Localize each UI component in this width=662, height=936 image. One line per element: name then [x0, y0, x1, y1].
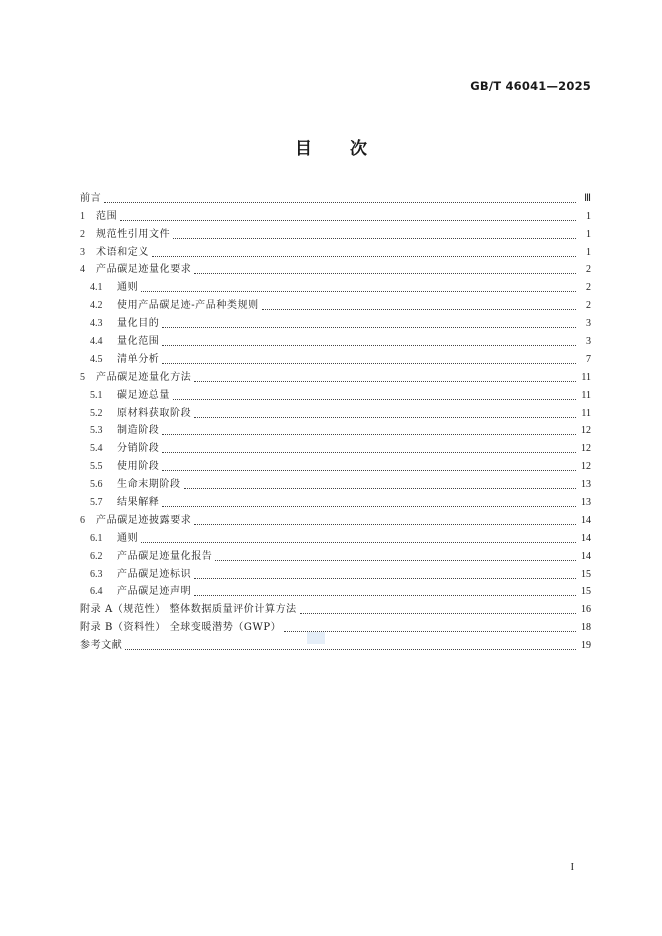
- toc-entry-page: 11: [581, 371, 591, 383]
- toc-entry-page: 3: [586, 336, 591, 348]
- toc-entry[interactable]: [80, 259, 591, 277]
- toc-entry-label: 产品碳足迹披露要求: [96, 514, 192, 526]
- toc-entry-label: 制造阶段: [117, 425, 160, 437]
- toc-entry-label: 附录 A（规范性） 整体数据质量评价计算方法: [80, 604, 297, 616]
- toc-entry-number: 5.7: [90, 497, 103, 509]
- toc-entry-label: 前言: [80, 192, 102, 204]
- toc-entry-page: 11: [581, 407, 591, 419]
- toc-entry-number: 5.3: [90, 425, 103, 437]
- toc-entry-label: 术语和定义: [96, 246, 149, 258]
- toc-leader-dots: [300, 612, 576, 614]
- toc-entry-page: 15: [581, 568, 591, 580]
- toc-entry-label: 量化范围: [117, 336, 160, 348]
- toc-entry-page: 15: [581, 586, 591, 598]
- toc-entry-number: 6: [80, 514, 85, 526]
- toc-entry-label: 产品碳足迹量化报告: [117, 550, 213, 562]
- toc-entry-label: 使用产品碳足迹-产品种类规则: [117, 300, 259, 312]
- toc-leader-dots: [125, 648, 576, 650]
- toc-entry[interactable]: [80, 634, 591, 652]
- toc-leader-dots: [162, 469, 576, 471]
- toc-entry[interactable]: [80, 366, 591, 384]
- toc-entry-number: 6.3: [90, 568, 103, 580]
- toc-entry-number: 6.1: [90, 532, 103, 544]
- toc-entry-label: 通则: [117, 282, 139, 294]
- toc-entry-number: 5.6: [90, 479, 103, 491]
- toc-leader-dots: [194, 416, 576, 418]
- toc-entry-page: 12: [581, 443, 591, 455]
- toc-leader-dots: [162, 326, 576, 328]
- toc-leader-dots: [194, 594, 576, 596]
- toc-entry-page: 7: [586, 353, 591, 365]
- toc-leader-dots: [104, 201, 576, 203]
- toc-entry-page: 2: [586, 282, 591, 294]
- toc-entry-page: 18: [581, 622, 591, 634]
- toc-entry-label: 产品碳足迹标识: [117, 568, 192, 580]
- toc-entry-number: 6.4: [90, 586, 103, 598]
- toc-leader-dots: [194, 272, 576, 274]
- toc-entry-number: 4.2: [90, 300, 103, 312]
- toc-leader-dots: [184, 487, 576, 489]
- toc-entry-label: 参考文献: [80, 640, 123, 652]
- toc-entry-page: 16: [581, 604, 591, 616]
- toc-entry[interactable]: [80, 241, 591, 259]
- toc-entry-number: 5.4: [90, 443, 103, 455]
- toc-entry-page: 2: [586, 300, 591, 312]
- toc-leader-dots: [173, 237, 576, 239]
- toc-entry[interactable]: [80, 205, 591, 223]
- toc-entry-label: 分销阶段: [117, 443, 160, 455]
- toc-entry[interactable]: [80, 509, 591, 527]
- toc-entry-number: 4.3: [90, 318, 103, 330]
- toc-entry-label: 结果解释: [117, 497, 160, 509]
- toc-entry-label: 范围: [96, 210, 118, 222]
- toc-entry[interactable]: [80, 437, 591, 455]
- toc-entry[interactable]: [80, 384, 591, 402]
- toc-entry-page: 2: [586, 264, 591, 276]
- toc-leader-dots: [194, 523, 576, 525]
- toc-entry[interactable]: [80, 563, 591, 581]
- toc-entry-label: 产品碳足迹声明: [117, 586, 192, 598]
- footer-page-number: I: [570, 862, 574, 873]
- toc-entry-number: 6.2: [90, 550, 103, 562]
- toc-entry-page: 19: [581, 640, 591, 652]
- toc-entry-label: 产品碳足迹量化方法: [96, 371, 192, 383]
- toc-entry-page: 1: [586, 228, 591, 240]
- toc-leader-dots: [162, 451, 576, 453]
- toc-entry-label: 产品碳足迹量化要求: [96, 264, 192, 276]
- toc-leader-dots: [194, 380, 576, 382]
- standard-code: GB/T 46041—2025: [470, 79, 591, 93]
- toc-entry-label: 规范性引用文件: [96, 228, 171, 240]
- toc-entry[interactable]: [80, 330, 591, 348]
- toc-entry-label: 原材料获取阶段: [117, 407, 192, 419]
- toc-entry-page: 1: [586, 210, 591, 222]
- toc-entry-number: 4.4: [90, 336, 103, 348]
- toc-entry[interactable]: [80, 527, 591, 545]
- toc-entry-page: 14: [581, 514, 591, 526]
- toc-leader-dots: [215, 559, 576, 561]
- toc-entry[interactable]: [80, 402, 591, 420]
- toc-entry[interactable]: [80, 473, 591, 491]
- toc-leader-dots: [141, 541, 576, 543]
- toc-entry[interactable]: [80, 455, 591, 473]
- toc-entry-label: 生命末期阶段: [117, 479, 181, 491]
- toc-entry-label: 通则: [117, 532, 139, 544]
- toc-leader-dots: [173, 398, 576, 400]
- toc-entry[interactable]: [80, 581, 591, 599]
- toc-entry[interactable]: [80, 276, 591, 294]
- toc-entry-page: 3: [586, 318, 591, 330]
- toc-entry[interactable]: [80, 545, 591, 563]
- toc-entry-number: 5.5: [90, 461, 103, 473]
- toc-leader-dots: [141, 290, 576, 292]
- toc-entry-page: Ⅲ: [584, 192, 591, 204]
- toc-entry-page: 14: [581, 550, 591, 562]
- toc-entry-label: 使用阶段: [117, 461, 160, 473]
- toc-entry[interactable]: [80, 348, 591, 366]
- toc-entry-label: 碳足迹总量: [117, 389, 170, 401]
- toc-entry[interactable]: [80, 294, 591, 312]
- toc-entry-number: 5.2: [90, 407, 103, 419]
- toc-entry-label: 量化目的: [117, 318, 160, 330]
- toc-entry[interactable]: [80, 223, 591, 241]
- toc-entry-page: 12: [581, 461, 591, 473]
- toc-entry-number: 1: [80, 210, 85, 222]
- page-title: 目次: [295, 139, 405, 159]
- toc-entry-label: 清单分析: [117, 353, 160, 365]
- toc-entry[interactable]: [80, 598, 591, 616]
- toc-entry-number: 4: [80, 264, 85, 276]
- toc-entry-number: 4.5: [90, 353, 103, 365]
- table-of-contents: [80, 187, 591, 652]
- toc-entry[interactable]: [80, 187, 591, 205]
- toc-entry-page: 14: [581, 532, 591, 544]
- toc-leader-dots: [152, 255, 576, 257]
- toc-entry-number: 3: [80, 246, 85, 258]
- toc-entry-number: 4.1: [90, 282, 103, 294]
- toc-entry-number: 2: [80, 228, 85, 240]
- toc-leader-dots: [194, 577, 576, 579]
- toc-leader-dots: [162, 344, 576, 346]
- toc-entry-number: 5: [80, 371, 85, 383]
- toc-entry-page: 12: [581, 425, 591, 437]
- toc-leader-dots: [162, 505, 576, 507]
- toc-leader-dots: [162, 362, 576, 364]
- toc-entry[interactable]: [80, 491, 591, 509]
- toc-leader-dots: [162, 433, 576, 435]
- toc-leader-dots: [284, 630, 576, 632]
- toc-leader-dots: [262, 308, 576, 310]
- toc-entry-number: 5.1: [90, 389, 103, 401]
- toc-entry[interactable]: [80, 616, 591, 634]
- toc-entry[interactable]: [80, 312, 591, 330]
- toc-entry-page: 13: [581, 479, 591, 491]
- toc-entry-page: 11: [581, 389, 591, 401]
- toc-entry-label: 附录 B（资料性） 全球变暖潜势（GWP）: [80, 622, 282, 634]
- toc-entry[interactable]: [80, 420, 591, 438]
- toc-entry-page: 1: [586, 246, 591, 258]
- toc-leader-dots: [120, 219, 576, 221]
- toc-entry-page: 13: [581, 497, 591, 509]
